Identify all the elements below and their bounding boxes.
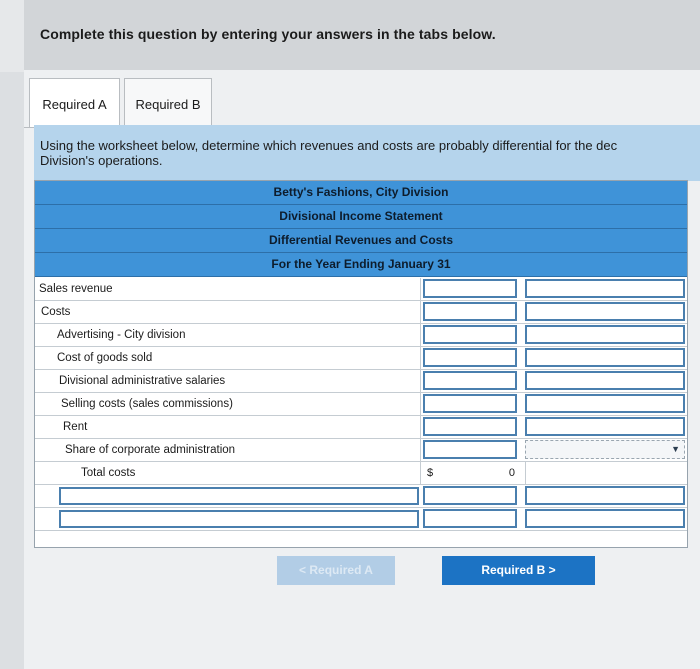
table-row <box>35 439 687 462</box>
blank-input-1b[interactable] <box>525 486 685 505</box>
admin-salaries-input-2[interactable] <box>525 371 685 390</box>
total-costs-cell-2 <box>525 462 685 484</box>
row-label: Rent <box>35 416 421 438</box>
table-row <box>35 508 687 531</box>
sales-revenue-input-1[interactable] <box>423 279 517 298</box>
sales-revenue-input-2[interactable] <box>525 279 685 298</box>
row-label: Sales revenue <box>35 278 421 300</box>
next-required-b-button[interactable]: Required B > <box>442 556 595 585</box>
cogs-input-2[interactable] <box>525 348 685 367</box>
total-costs-value-1: 0 <box>508 467 515 479</box>
table-row <box>35 370 687 393</box>
costs-input-2[interactable] <box>525 302 685 321</box>
prev-required-a-button[interactable]: < Required A <box>277 556 395 585</box>
row-label: Cost of goods sold <box>35 347 421 369</box>
table-row <box>35 416 687 439</box>
row-label: Total costs <box>35 462 421 484</box>
selling-costs-input-1[interactable] <box>423 394 517 413</box>
selling-costs-input-2[interactable] <box>525 394 685 413</box>
blank-input-1a[interactable] <box>423 486 517 505</box>
row-label: Selling costs (sales commissions) <box>35 393 421 415</box>
question-prompt <box>34 125 700 181</box>
table-row <box>35 393 687 416</box>
worksheet <box>34 180 688 548</box>
row-label: Advertising - City division <box>35 324 421 346</box>
question-line-1: Using the worksheet below, determine which revenues and costs are probably differential for the dec <box>40 138 618 153</box>
costs-input-1[interactable] <box>423 302 517 321</box>
tab-required-a[interactable]: Required A <box>29 78 120 128</box>
corporate-admin-select[interactable] <box>525 440 685 459</box>
worksheet-subtitle: Divisional Income Statement <box>35 205 687 229</box>
table-row <box>35 278 687 301</box>
admin-salaries-input-1[interactable] <box>423 371 517 390</box>
row-label: Costs <box>35 301 421 323</box>
advertising-input-1[interactable] <box>423 325 517 344</box>
table-row <box>35 324 687 347</box>
worksheet-title: Betty's Fashions, City Division <box>35 181 687 205</box>
currency-symbol: $ <box>427 467 434 479</box>
worksheet-period: For the Year Ending January 31 <box>35 253 687 277</box>
question-line-2: Division's operations. <box>40 153 163 168</box>
cogs-input-1[interactable] <box>423 348 517 367</box>
rent-input-1[interactable] <box>423 417 517 436</box>
blank-label-input-2[interactable] <box>59 510 419 528</box>
blank-input-2a[interactable] <box>423 509 517 528</box>
blank-label-input-1[interactable] <box>59 487 419 505</box>
chevron-down-icon: ▼ <box>671 444 680 454</box>
worksheet-subtitle-2: Differential Revenues and Costs <box>35 229 687 253</box>
tab-required-b[interactable]: Required B <box>124 78 212 128</box>
row-label: Divisional administrative salaries <box>35 370 421 392</box>
corporate-admin-input-1[interactable] <box>423 440 517 459</box>
row-label: Share of corporate administration <box>35 439 421 461</box>
blank-input-2b[interactable] <box>525 509 685 528</box>
table-row <box>35 462 687 485</box>
advertising-input-2[interactable] <box>525 325 685 344</box>
question-panel <box>24 70 700 669</box>
table-row <box>35 301 687 324</box>
rent-input-2[interactable] <box>525 417 685 436</box>
table-row <box>35 347 687 370</box>
table-row <box>35 485 687 508</box>
instruction-text: Complete this question by entering your answers in the tabs below. <box>24 0 700 70</box>
